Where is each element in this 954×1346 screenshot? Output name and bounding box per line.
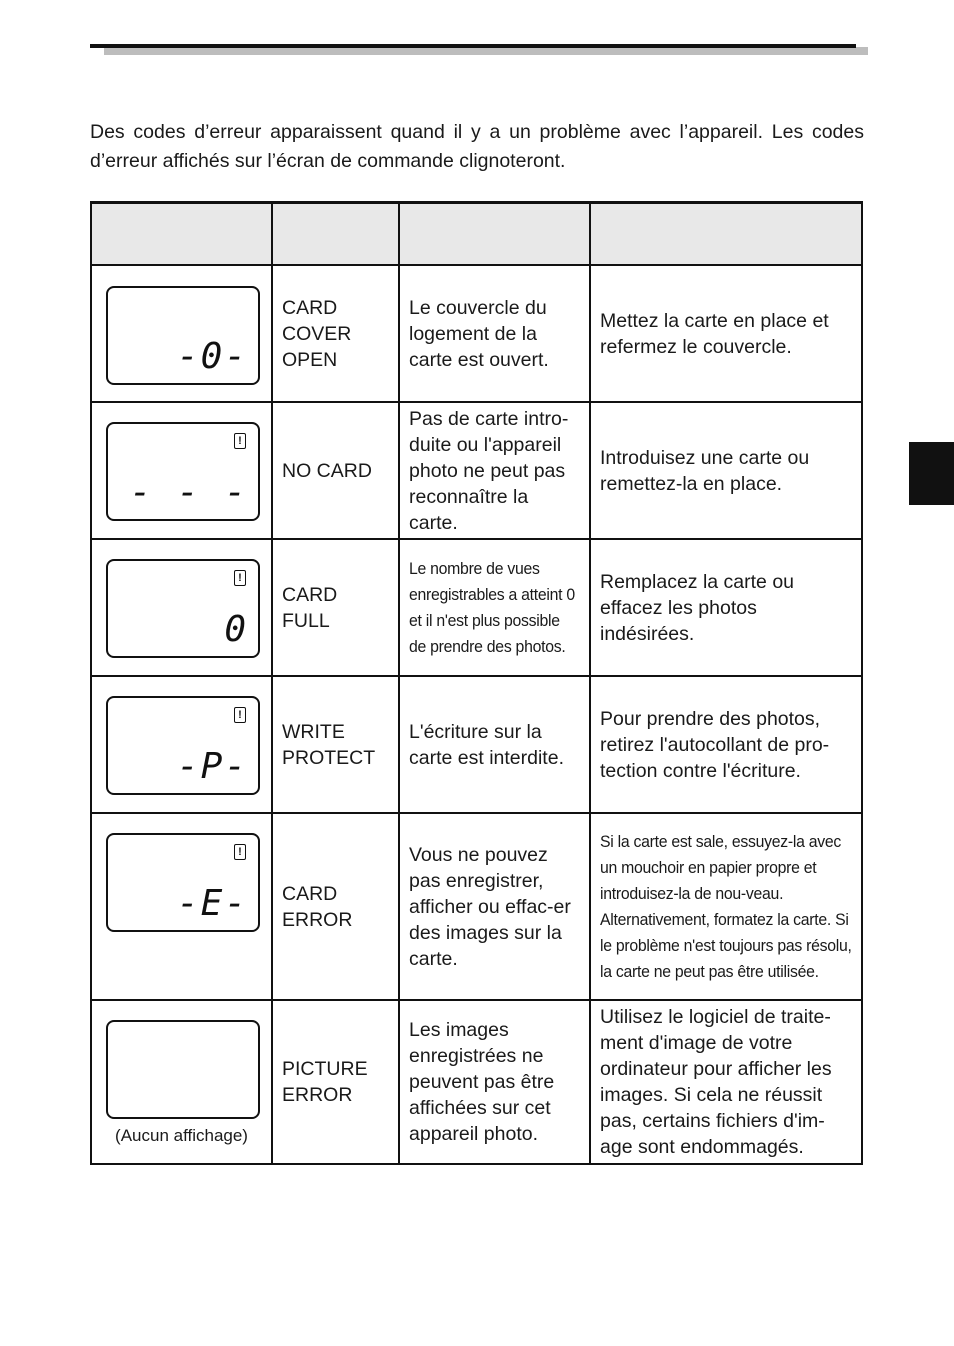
error-remedy-text: Si la carte est sale, essuyez-la avec un mouchoir en papier propre et introduisez-la de nou-veau. Alternativement, formatez la carte. Si le problème n'est toujours pas résolu, la carte ne peut pas être utilisée.	[600, 831, 852, 981]
error-name: CARD ERROR	[272, 813, 399, 1000]
table-row	[91, 402, 862, 539]
lcd-code: - - -	[129, 472, 248, 513]
error-cause	[399, 539, 590, 676]
warning-icon: !	[234, 433, 246, 449]
table-row	[91, 676, 862, 813]
error-remedy: Utilisez le logiciel de traite-ment d'image de votre ordinateur pour afficher les images. Si cela ne réussit pas, certains fichiers d'im-age sont endommagés.	[590, 1000, 862, 1164]
header-display	[91, 203, 272, 266]
lcd-code: -0-	[176, 336, 248, 377]
lcd-cell	[91, 265, 272, 402]
error-remedy: Remplacez la carte ou effacez les photos indésirées.	[590, 539, 862, 676]
error-remedy	[590, 813, 862, 1000]
error-remedy: Pour prendre des photos, retirez l'autocollant de pro-tection contre l'écriture.	[590, 676, 862, 813]
warning-icon: !	[234, 570, 246, 586]
error-cause: Pas de carte intro-duite ou l'appareil photo ne peut pas reconnaître la carte.	[399, 402, 590, 539]
lcd-display	[106, 833, 260, 932]
lcd-code: -P-	[176, 746, 248, 787]
lcd-display	[106, 422, 260, 521]
lcd-display	[106, 1020, 260, 1119]
lcd-display	[106, 286, 260, 385]
warning-icon: !	[234, 707, 246, 723]
error-name: CARD COVER OPEN	[272, 265, 399, 402]
error-cause: Le couvercle du logement de la carte est ouvert.	[399, 265, 590, 402]
header-name	[272, 203, 399, 266]
intro-paragraph: Des codes d’erreur apparaissent quand il y a un problème avec l’appareil. Les codes d’erreur affichés sur l’écran de commande clignoteront.	[90, 121, 864, 172]
header-rule	[90, 44, 856, 48]
error-code-table	[90, 201, 863, 1165]
lcd-display	[106, 559, 260, 658]
error-name: WRITE PROTECT	[272, 676, 399, 813]
lcd-display	[106, 696, 260, 795]
error-name: CARD FULL	[272, 539, 399, 676]
table-header-row	[91, 203, 862, 266]
lcd-cell	[91, 813, 272, 1000]
lcd-cell	[91, 676, 272, 813]
header-cause	[399, 203, 590, 266]
error-cause: L'écriture sur la carte est interdite.	[399, 676, 590, 813]
lcd-cell	[91, 1000, 272, 1164]
lcd-cell	[91, 402, 272, 539]
error-remedy: Introduisez une carte ou remettez-la en place.	[590, 402, 862, 539]
table-row	[91, 265, 862, 402]
error-cause: Les images enregistrées ne peuvent pas être affichées sur cet appareil photo.	[399, 1000, 590, 1164]
header-remedy	[590, 203, 862, 266]
error-cause-text: Le nombre de vues enregistrables a atteint 0 et il n'est plus possible de prendre des photos.	[409, 558, 575, 656]
table-row	[91, 539, 862, 676]
lcd-code: 0	[224, 609, 248, 650]
warning-icon: !	[234, 844, 246, 860]
table-row	[91, 813, 862, 1000]
lcd-cell	[91, 539, 272, 676]
error-remedy: Mettez la carte en place et refermez le couvercle.	[590, 265, 862, 402]
lcd-code: -E-	[176, 883, 248, 924]
chapter-tab-marker	[909, 442, 954, 505]
error-name: PICTURE ERROR	[272, 1000, 399, 1164]
table-row	[91, 1000, 862, 1164]
error-name: NO CARD	[272, 402, 399, 539]
header-rule-shadow	[104, 47, 868, 55]
error-cause: Vous ne pouvez pas enregistrer, afficher ou effac-er des images sur la carte.	[399, 813, 590, 1000]
lcd-caption: (Aucun affichage)	[115, 1126, 248, 1145]
